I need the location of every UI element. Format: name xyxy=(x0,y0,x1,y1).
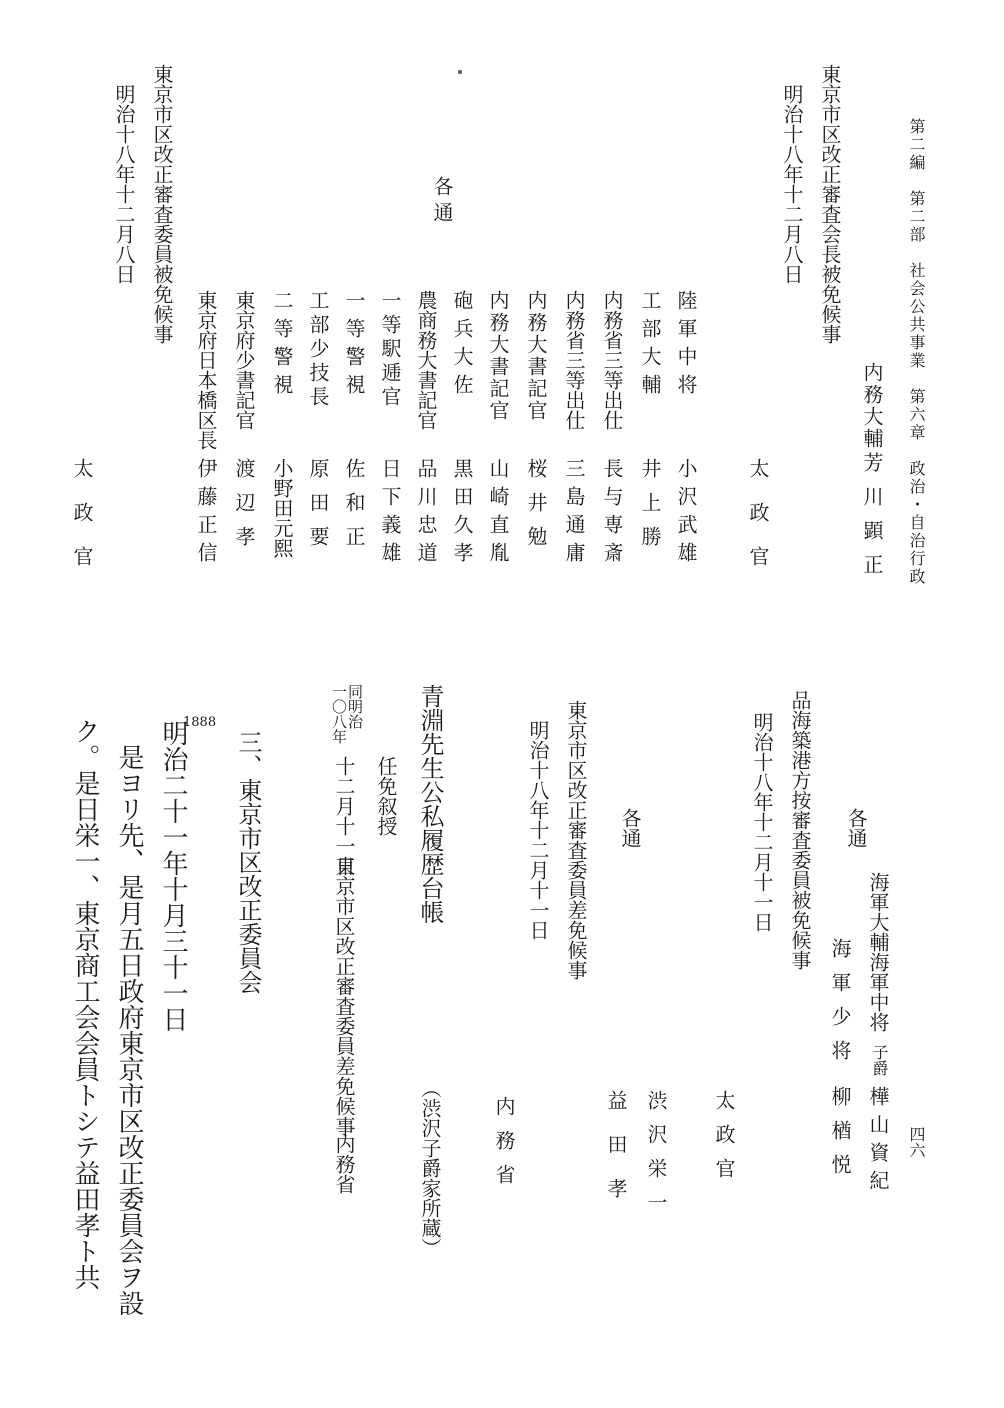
doc3-title: 品海築港方按審査委員被免候事 xyxy=(788,690,812,970)
member-title: 内務省三等出仕 xyxy=(600,290,624,430)
doc3-issuer: 太政官 xyxy=(712,1090,736,1192)
member-title: 東京府日本橋区長 xyxy=(194,290,218,450)
section3-heading: 三、東京市区改正委員会 xyxy=(234,730,262,994)
doc2-issuer: 太政官 xyxy=(70,458,94,590)
doc1-title: 東京市区改正審査会長被免候事 xyxy=(818,64,842,344)
member-title: 一等駅逓官 xyxy=(378,290,402,410)
doc4-heading: 各通 xyxy=(618,808,642,848)
doc2-date: 明治十八年十二月八日 xyxy=(112,84,136,284)
entry-issuer: 内務省 xyxy=(332,1134,356,1194)
member-name: 黒田久孝 xyxy=(450,458,474,570)
running-header: 第二編 第二部 社会公共事業 第六章 政治・自治行政 xyxy=(907,118,926,586)
doc3-recipient1-rank: 子爵 xyxy=(870,1044,889,1076)
entry-text: 東京市区改正審査委員差免候事 xyxy=(332,856,356,1136)
doc4-issuer: 内務省 xyxy=(492,1096,516,1198)
entry-date: 十二月十一日 xyxy=(332,756,356,876)
member-name: 井上勝 xyxy=(638,458,662,560)
member-name: 桜井勉 xyxy=(524,458,548,560)
doc2-title: 東京市区改正審査委員被免候事 xyxy=(150,64,174,344)
entry-era-label: 同明治 xyxy=(346,684,364,729)
member-name: 渡辺孝 xyxy=(232,458,256,560)
section3-paragraph-line1: 是ヨリ先、是月五日政府東京市区改正委員会ヲ設 xyxy=(114,744,144,1316)
member-title: 砲兵大佐 xyxy=(450,290,474,402)
member-title: 内務大書記官 xyxy=(524,290,548,422)
source-title: 青淵先生公私履歴台帳 xyxy=(416,684,444,924)
member-title: 陸軍中将 xyxy=(674,290,698,402)
ink-speck xyxy=(458,70,462,74)
doc3-recipient2-title: 海軍少将 xyxy=(828,938,852,1074)
entry-year: 一〇八年 xyxy=(330,684,348,744)
page-number: 四六 xyxy=(907,1126,926,1158)
member-name: 原田要 xyxy=(306,458,330,560)
doc4-recipient1: 渋沢栄一 xyxy=(644,1090,668,1226)
section3-date: 明治二十一年十月三十一日 xyxy=(158,720,188,1032)
doc2-heading: 各通 xyxy=(430,176,454,228)
doc4-recipient2: 益田孝 xyxy=(604,1090,628,1222)
doc3-recipient1-title: 海軍大輔海軍中将 xyxy=(866,872,890,1032)
section3-paragraph-line2: ク。是日栄一、東京商工会会員トシテ益田孝ト共 xyxy=(70,718,100,1290)
doc3-date: 明治十八年十二月十一日 xyxy=(750,712,774,932)
section-label: 任免叙授 xyxy=(374,756,398,836)
doc1-issuer: 太政官 xyxy=(746,458,770,590)
member-name: 三島通庸 xyxy=(562,458,586,570)
member-title: 工部大輔 xyxy=(638,290,662,402)
member-title: 農商務大書記官 xyxy=(414,290,438,430)
member-title: 内務大書記官 xyxy=(486,290,510,422)
member-name: 小野田元熙 xyxy=(270,458,294,558)
doc3-recipient1-name: 樺山資紀 xyxy=(866,1086,890,1198)
member-title: 工部少技長 xyxy=(306,290,330,410)
member-name: 伊藤正信 xyxy=(194,458,218,570)
doc1-date: 明治十八年十二月八日 xyxy=(780,84,804,284)
doc3-recipient2-name: 柳楢悦 xyxy=(828,1086,852,1188)
member-name: 小沢武雄 xyxy=(674,458,698,570)
member-title: 二等警視 xyxy=(270,290,294,402)
member-name: 佐和正 xyxy=(342,458,366,560)
member-name: 品川忠道 xyxy=(414,458,438,570)
member-name: 山崎直胤 xyxy=(486,458,510,570)
source-note: （渋沢子爵家所蔵） xyxy=(418,1078,442,1258)
member-name: 長与専斎 xyxy=(600,458,624,570)
doc3-heading: 各通 xyxy=(844,808,868,848)
member-name: 日下義雄 xyxy=(378,458,402,570)
member-title: 内務省三等出仕 xyxy=(562,290,586,430)
doc4-date: 明治十八年十二月十一日 xyxy=(526,720,550,940)
doc1-recipient-title: 内務大輔 xyxy=(860,362,884,450)
member-title: 一等警視 xyxy=(342,290,366,402)
doc1-recipient-name: 芳川顕正 xyxy=(860,452,884,588)
year-western: 1888 xyxy=(183,715,217,730)
member-title: 東京府少書記官 xyxy=(232,290,256,430)
doc4-title: 東京市区改正審査委員差免候事 xyxy=(564,700,588,980)
